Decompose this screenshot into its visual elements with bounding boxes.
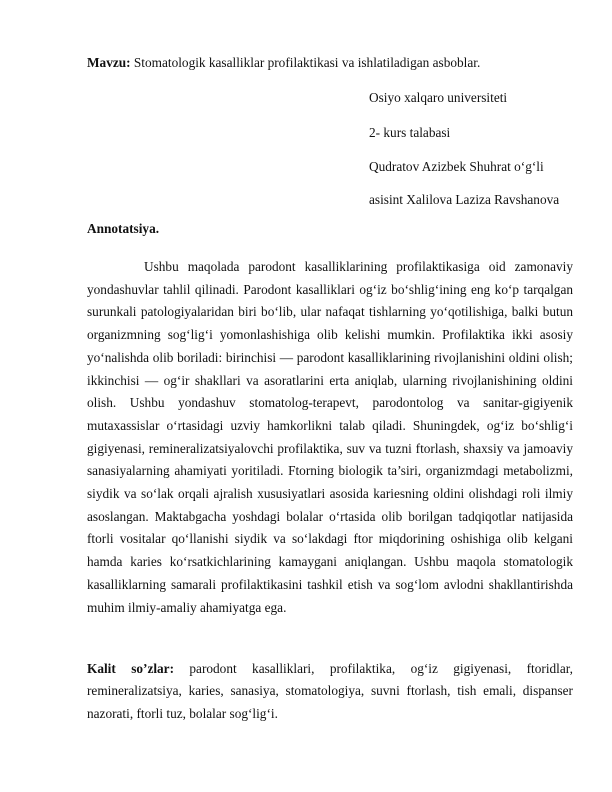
author-name: Qudratov Azizbek Shuhrat o‘g‘li <box>369 159 544 174</box>
author-course: 2- kurs talabasi <box>369 125 451 140</box>
topic-line <box>87 55 480 71</box>
author-supervisor: asisint Xalilova Laziza Ravshanova <box>369 192 560 207</box>
topic-text: Stomatologik kasalliklar profilaktikasi va ishlatiladigan asboblar. <box>130 55 481 70</box>
topic-label: Mavzu: <box>87 55 131 70</box>
annotation-body: Ushbu maqolada parodont kasalliklarining profilaktikasiga oid zamonaviy yondashuvlar tahlil qilinadi. Parodont kasalliklari og‘iz bo‘shlig‘ining eng ko‘p tarqalgan surunkali patologiyalaridan biri bo‘lib, ular nafaqat tishlarning yo‘qotilishiga, balki butun organizmning sog‘lig‘i yomonlashishiga olib kelishi mumkin. Profilaktika ikki asosiy yo‘nalishda olib boriladi: birinchisi — parodont kasalliklarining rivojlanishini oldini olish; ikkinchisi — og‘ir shakllari va asoratlarini erta aniqlab, ularning rivojlanishining oldini olish. Ushbu yondashuv stomatolog-terapevt, parodontolog va sanitar-gigiyenik mutaxassislar o‘rtasidagi uzviy hamkorlikni talab qiladi. Shuningdek, og‘iz bo‘shlig‘i gigiyenasi, remineralizatsiyalovchi profilaktika, suv va tuzni ftorlash, shaxsiy va jamoaviy sanasiyalarning ahamiyati yoritiladi. Ftorning biologik ta’siri, organizmdagi metabolizmi, siydik va so‘lak orqali ajralish xususiyatlari asosida kariesning oldini olishdagi roli ilmiy asoslangan. Maktabgacha yoshdagi bolalar o‘rtasida olib borilgan tadqiqotlar natijasida ftorli vositalar qo‘llanishi siydik va so‘lakdagi ftor miqdorining oshishiga olib kelgani hamda karies ko‘rsatkichlarining kamaygani aniqlangan. Ushbu maqola stomatologik kasalliklarning samarali profilaktikasini tashkil etish va sog‘lom avlodni shakllantirishda muhim ilmiy-amaliy ahamiyatga ega. <box>87 259 573 615</box>
keywords-paragraph <box>87 658 573 725</box>
annotation-heading: Annotatsiya. <box>87 221 160 236</box>
author-affiliation: Osiyo xalqaro universiteti <box>369 90 508 105</box>
keywords-label: Kalit so’zlar: <box>87 661 175 676</box>
keywords-text: parodont kasalliklari, profilaktika, og‘iz gigiyenasi, ftoridlar, remineralizatsiya, karies, sanasiya, stomatologiya, suvni ftorlash, tish emali, dispanser nazorati, ftorli tuz, bolalar sog‘lig‘i. <box>87 661 573 721</box>
